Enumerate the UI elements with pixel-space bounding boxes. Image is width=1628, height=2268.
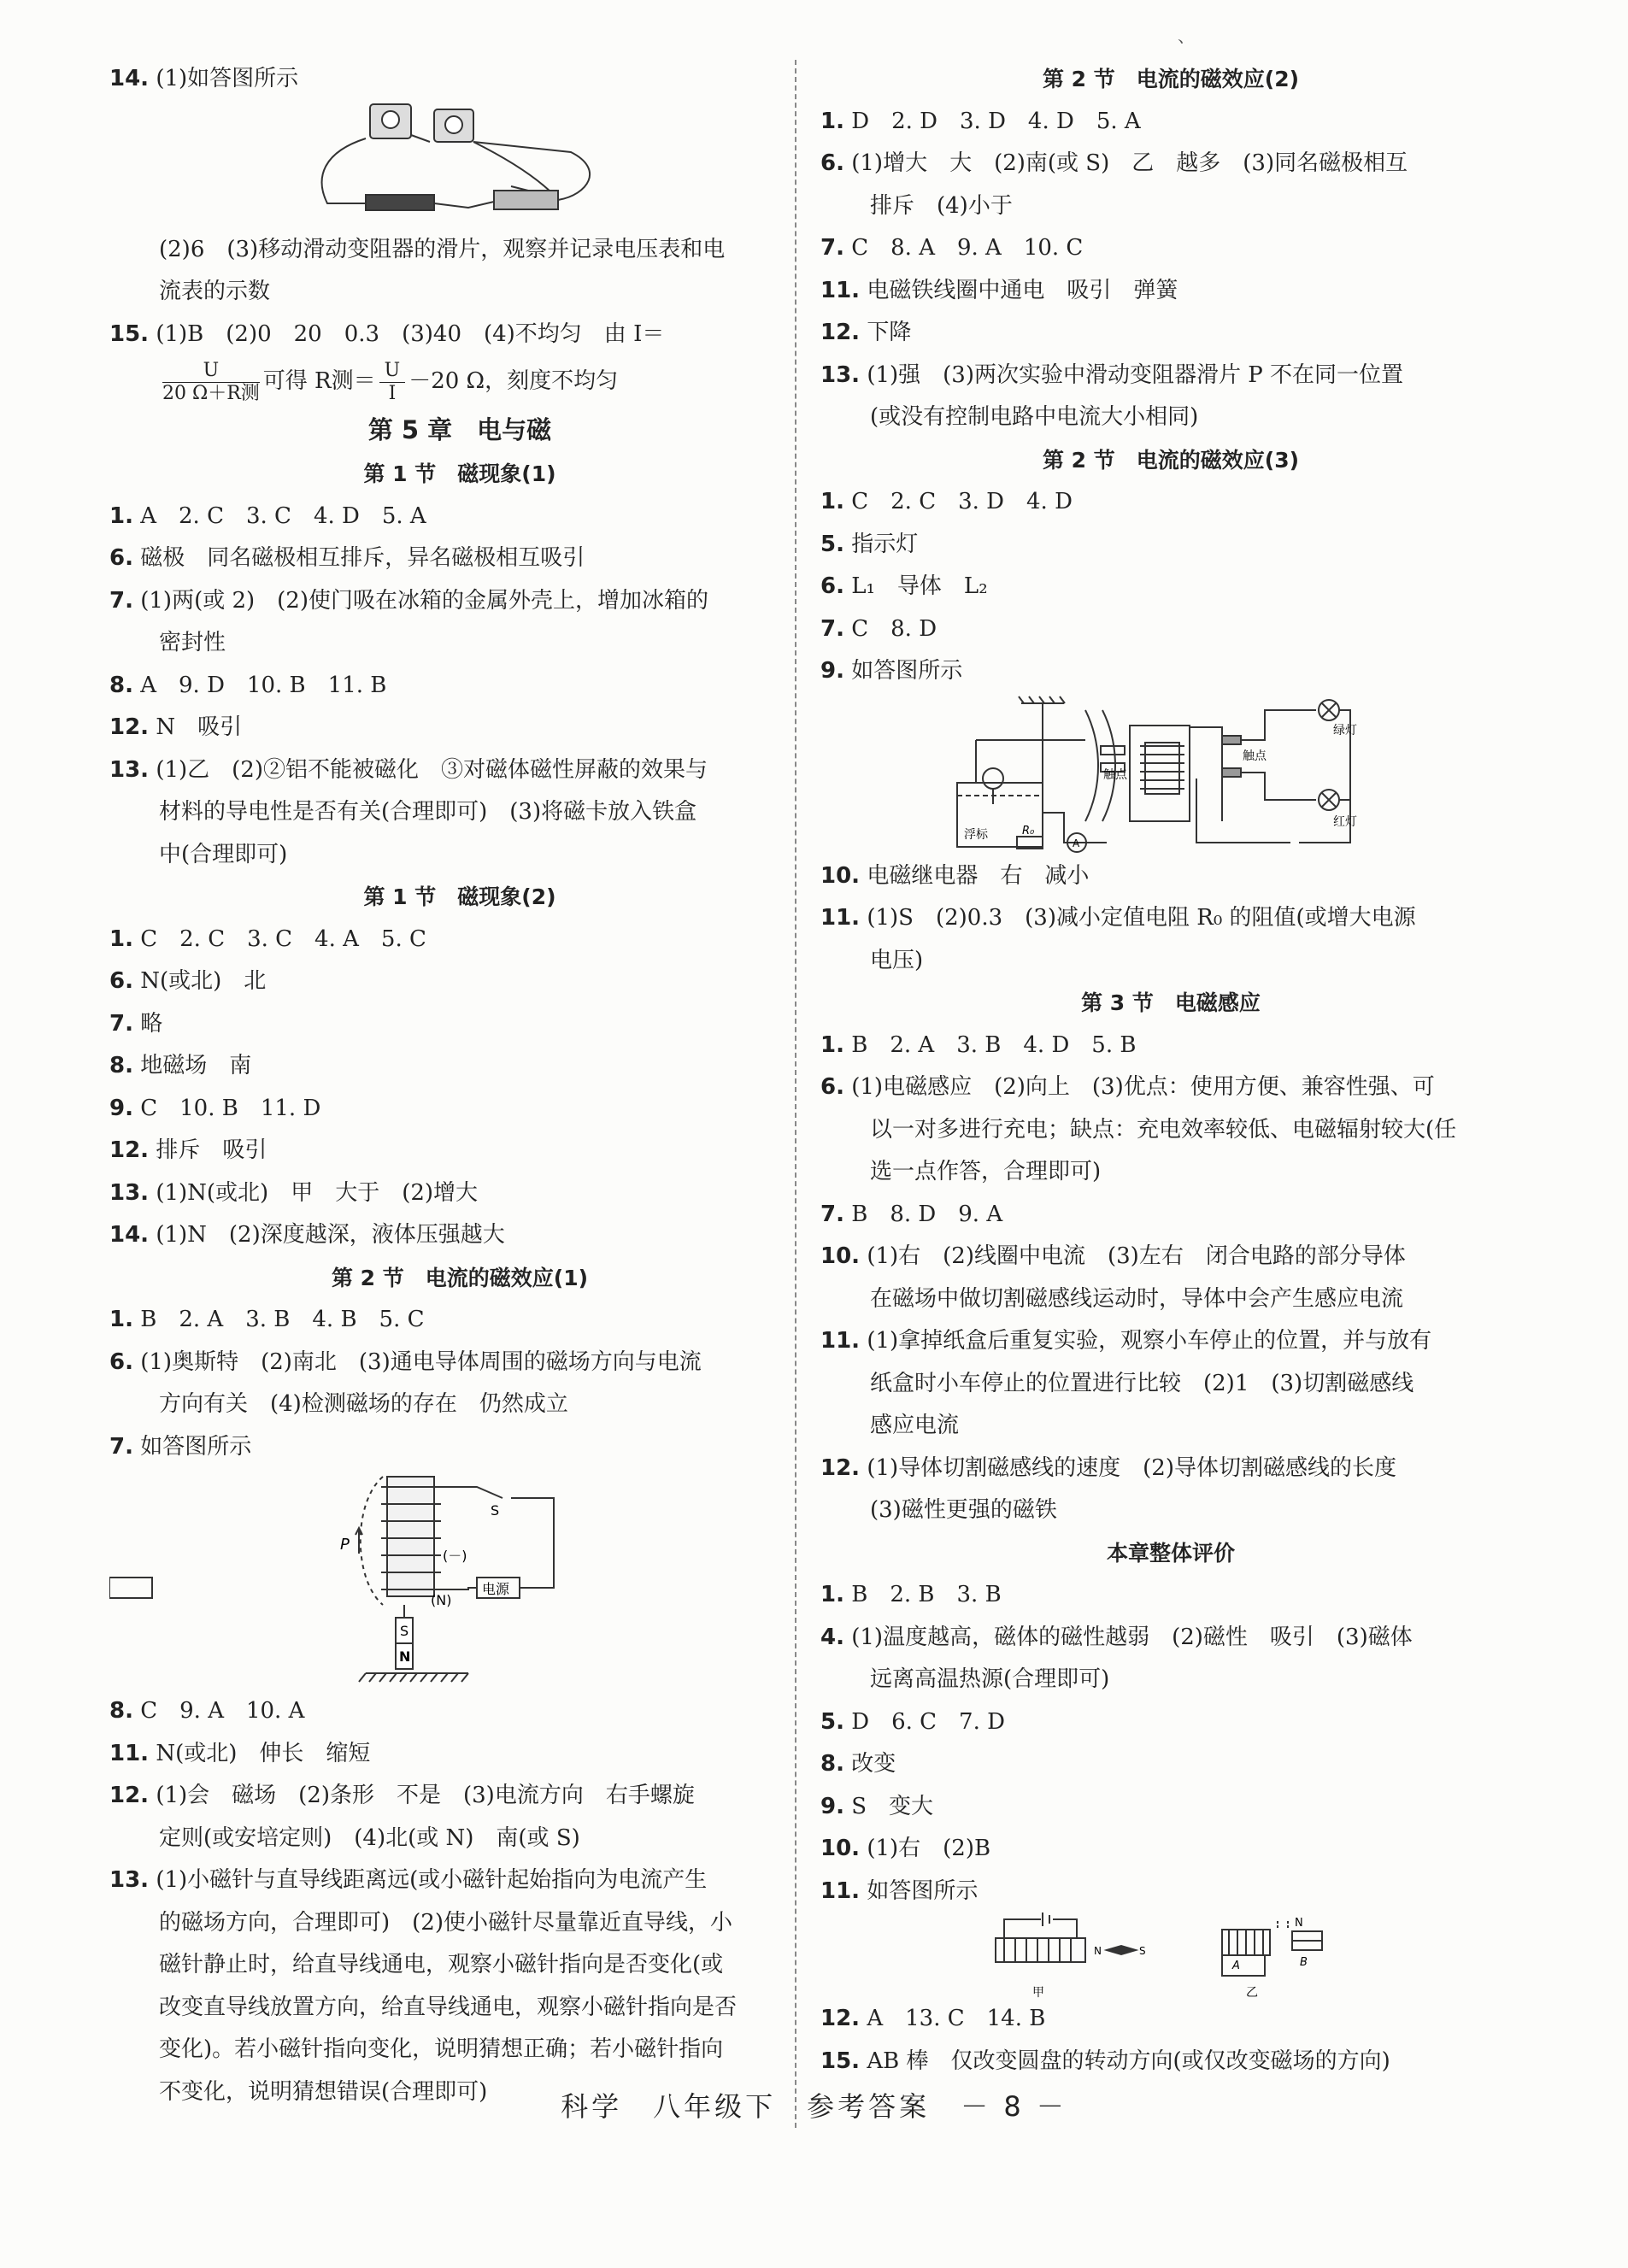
answer-text: N(或北) 伸长 缩短 bbox=[156, 1740, 371, 1766]
answer-text: (3)磁性更强的磁铁 bbox=[870, 1497, 1057, 1523]
question-number: 6. bbox=[109, 545, 133, 571]
label-contact-2: 触点 bbox=[1243, 749, 1267, 763]
answer-line bbox=[820, 1363, 1521, 1406]
q15-line: 15. (1)B (2)0 20 0.3 (3)40 (4)不均匀 由 I＝ bbox=[109, 320, 665, 347]
question-number: 10. bbox=[820, 862, 861, 889]
question-number: 7. bbox=[820, 235, 844, 261]
answer-text: 远离高温热源(合理即可) bbox=[870, 1666, 1110, 1692]
question-number: 12. bbox=[109, 1783, 150, 1808]
answer-text: 下降 bbox=[867, 320, 912, 345]
answer-line bbox=[109, 1733, 810, 1776]
section-title: 第 2 节 电流的磁效应(2) bbox=[1042, 67, 1300, 91]
answer-line bbox=[109, 538, 810, 580]
answer-text: (1)N(或北) 甲 大于 (2)增大 bbox=[156, 1179, 479, 1206]
answer-text: B 2. B 3. B bbox=[851, 1582, 1002, 1607]
answer-text: 以一对多进行充电；缺点：充电效率较低、电磁辐射较大(任 bbox=[870, 1116, 1457, 1143]
answer-line bbox=[109, 1944, 810, 1987]
question-number: 8. bbox=[109, 1698, 133, 1724]
question-number: 13. bbox=[820, 361, 861, 388]
question-number: 6. bbox=[109, 968, 133, 994]
label-n: (N) bbox=[431, 1592, 452, 1608]
answer-text: 排斥 (4)小于 bbox=[870, 192, 1013, 219]
question-number: 1. bbox=[820, 108, 844, 134]
question-number: 12. bbox=[109, 1137, 150, 1163]
answer-line bbox=[820, 1236, 1521, 1278]
label-magnet-n: N bbox=[1295, 1917, 1303, 1930]
answer-text: (1)温度越高，磁体的磁性越弱 (2)磁性 吸引 (3)磁体 bbox=[851, 1624, 1413, 1650]
section-answers bbox=[820, 101, 1521, 439]
question-number: 8. bbox=[820, 1751, 844, 1777]
question-number: 1. bbox=[109, 925, 133, 952]
question-number: 11. bbox=[109, 1740, 150, 1766]
answer-line bbox=[109, 749, 810, 792]
fig-q14-circuit bbox=[109, 101, 810, 229]
answer-text: C 8. A 9. A 10. C bbox=[851, 235, 1084, 261]
answer-line bbox=[109, 1088, 810, 1131]
label-r0: R₀ bbox=[1022, 824, 1035, 837]
q14-text-2: 流表的示数 bbox=[159, 279, 271, 304]
section-title: 第 1 节 磁现象(2) bbox=[363, 884, 556, 909]
answer-line bbox=[820, 270, 1521, 313]
answer-line bbox=[820, 1701, 1521, 1744]
question-number: 1. bbox=[820, 1031, 844, 1058]
answer-text: 电磁继电器 右 减小 bbox=[867, 862, 1090, 889]
question-number: 9. bbox=[820, 658, 844, 684]
answer-line bbox=[820, 1151, 1521, 1194]
answer-text: AB 棒 仅改变圆盘的转动方向(或仅改变磁场的方向) bbox=[867, 2048, 1390, 2074]
answer-text: (1)拿掉纸盒后重复实验，观察小车停止的位置，并与放有 bbox=[867, 1328, 1432, 1354]
answer-text: A 13. C 14. B bbox=[867, 2006, 1046, 2031]
answer-text: 纸盒时小车停止的位置进行比较 (2)1 (3)切割磁感线 bbox=[870, 1370, 1414, 1396]
answer-line bbox=[109, 665, 810, 708]
answer-text: N 吸引 bbox=[156, 714, 243, 740]
section-answers bbox=[109, 1299, 810, 1468]
answer-text: 感应电流 bbox=[870, 1413, 960, 1438]
question-number: 13. bbox=[109, 1867, 150, 1893]
answer-text: 密封性 bbox=[159, 630, 226, 655]
relay-diagram bbox=[820, 693, 1521, 855]
solenoid-diagram bbox=[109, 1468, 810, 1690]
answer-line bbox=[820, 566, 1521, 608]
answer-text: 在磁场中做切割磁感线运动时，导体中会产生感应电流 bbox=[870, 1285, 1404, 1312]
label-minus: (－) bbox=[443, 1548, 467, 1564]
answer-line bbox=[820, 1659, 1521, 1701]
answer-text: (1)S (2)0.3 (3)减小定值电阻 R₀ 的阻值(或增大电源 bbox=[867, 905, 1416, 931]
label-green-lamp: 绿灯 bbox=[1333, 723, 1357, 737]
answer-line bbox=[109, 496, 810, 538]
answer-text: D 2. D 3. D 4. D 5. A bbox=[851, 108, 1141, 134]
question-number: 1. bbox=[820, 489, 844, 514]
label-ammeter: A bbox=[1073, 837, 1080, 849]
question-number: 1. bbox=[109, 502, 133, 529]
question-number: 11. bbox=[820, 1328, 861, 1354]
circuit-diagram bbox=[109, 101, 810, 229]
answer-line bbox=[109, 834, 810, 877]
answer-text: (1)强 (3)两次实验中滑动变阻器滑片 P 不在同一位置 bbox=[867, 361, 1404, 388]
answer-text: 如答图所示 bbox=[867, 1877, 979, 1904]
section-title: 第 1 节 磁现象(1) bbox=[363, 461, 556, 486]
answer-line bbox=[109, 1860, 810, 1902]
answer-line bbox=[820, 185, 1521, 228]
answer-text: (1)奥斯特 (2)南北 (3)通电导体周围的磁场方向与电流 bbox=[140, 1348, 702, 1375]
label-red-lamp: 红灯 bbox=[1333, 814, 1357, 829]
section-answers bbox=[820, 1574, 1521, 1913]
label-jia: 甲 bbox=[1032, 1986, 1044, 1998]
section-answers bbox=[820, 1025, 1521, 1532]
answer-line bbox=[820, 143, 1521, 185]
section-answers bbox=[109, 496, 810, 877]
answer-text: 中(合理即可) bbox=[159, 841, 288, 867]
answer-text: C 8. D bbox=[851, 615, 937, 642]
answer-line bbox=[820, 481, 1521, 524]
fig-q7-solenoid bbox=[109, 1468, 810, 1690]
answer-text: 不变化，说明猜想错误(合理即可) bbox=[159, 2078, 488, 2105]
answer-line bbox=[820, 101, 1521, 144]
answer-line bbox=[820, 1025, 1521, 1067]
question-number: 7. bbox=[109, 587, 133, 614]
right-column bbox=[820, 58, 1521, 2083]
question-number: 6. bbox=[109, 1348, 133, 1375]
answer-line bbox=[109, 580, 810, 623]
answer-line bbox=[820, 1405, 1521, 1448]
answer-line bbox=[820, 397, 1521, 439]
answer-line bbox=[109, 1003, 810, 1046]
answer-line bbox=[109, 1690, 810, 1733]
question-number: 6. bbox=[820, 573, 844, 599]
question-number: 5. bbox=[820, 1708, 844, 1735]
section-answers bbox=[109, 919, 810, 1257]
answer-text: 磁极 同名磁极相互排斥，异名磁极相互吸引 bbox=[140, 545, 585, 571]
answer-line bbox=[109, 1775, 810, 1818]
answer-text: (1)导体切割磁感线的速度 (2)导体切割磁感线的长度 bbox=[867, 1454, 1396, 1481]
answer-text: (1)N (2)深度越深，液体压强越大 bbox=[156, 1222, 505, 1248]
answer-line bbox=[820, 650, 1521, 693]
answer-text: (1)电磁感应 (2)向上 (3)优点：使用方便、兼容性强、可 bbox=[851, 1074, 1435, 1100]
question-number: 4. bbox=[820, 1624, 844, 1650]
answer-text: 的磁场方向，合理即可) (2)使小磁针尽量靠近直导线，小 bbox=[159, 1909, 732, 1936]
answer-line bbox=[109, 707, 810, 749]
question-number: 8. bbox=[109, 1053, 133, 1078]
answer-line bbox=[820, 1278, 1521, 1321]
answer-text: 电磁铁线圈中通电 吸引 弹簧 bbox=[867, 277, 1178, 303]
q14-text-1: (2)6 (3)移动滑动变阻器的滑片，观察并记录电压表和电 bbox=[159, 236, 726, 262]
answer-line bbox=[820, 524, 1521, 567]
label-float: 浮标 bbox=[964, 827, 988, 842]
answer-line bbox=[109, 622, 810, 665]
answer-text: 变化)。若小磁针指向变化，说明猜想正确；若小磁针指向 bbox=[159, 2036, 724, 2062]
answer-line bbox=[820, 1574, 1521, 1617]
answer-line bbox=[820, 355, 1521, 397]
question-number: 15. bbox=[820, 2048, 861, 2074]
answer-line bbox=[109, 1902, 810, 1945]
answer-text: (或没有控制电路中电流大小相同) bbox=[870, 404, 1199, 430]
section-answers bbox=[820, 481, 1521, 693]
label-needle-n: N bbox=[1094, 1945, 1102, 1957]
label-mag-n: N bbox=[399, 1648, 411, 1665]
answer-text: D 6. C 7. D bbox=[851, 1708, 1005, 1735]
question-number: 9. bbox=[820, 1793, 844, 1819]
answer-line bbox=[820, 1786, 1521, 1829]
answer-text: (1)两(或 2) (2)使门吸在冰箱的金属外壳上，增加冰箱的 bbox=[140, 587, 708, 614]
answer-line bbox=[820, 855, 1521, 898]
answer-text: S 变大 bbox=[851, 1793, 934, 1819]
answer-text: (1)会 磁场 (2)条形 不是 (3)电流方向 右手螺旋 bbox=[156, 1783, 695, 1808]
question-number: 12. bbox=[820, 1454, 861, 1481]
section-answers bbox=[109, 1690, 810, 2113]
question-number: 5. bbox=[820, 531, 844, 557]
question-number: 7. bbox=[109, 1433, 133, 1460]
answer-text: 电压) bbox=[870, 947, 924, 973]
answer-text: 磁针静止时，给直导线通电，观察小磁针指向是否变化(或 bbox=[159, 1952, 724, 1977]
answer-line bbox=[820, 312, 1521, 355]
answer-text: B 2. A 3. B 4. D 5. B bbox=[851, 1031, 1137, 1058]
answer-line bbox=[109, 1045, 810, 1088]
answer-text: 如答图所示 bbox=[140, 1433, 252, 1460]
answer-line bbox=[109, 1342, 810, 1384]
answer-line bbox=[820, 608, 1521, 651]
fig-q9-relay bbox=[820, 693, 1521, 855]
label-mag-s: S bbox=[400, 1623, 409, 1639]
section-title: 第 2 节 电流的磁效应(3) bbox=[1042, 447, 1300, 473]
answer-line bbox=[820, 1194, 1521, 1237]
answer-line bbox=[820, 1998, 1521, 2041]
label-power: 电源 bbox=[482, 1581, 510, 1597]
answer-text: C 9. A 10. A bbox=[140, 1698, 305, 1724]
corner-mark: 、 bbox=[1178, 26, 1195, 46]
answer-line bbox=[109, 1130, 810, 1172]
question-number: 7. bbox=[109, 1010, 133, 1037]
question-number: 7. bbox=[820, 1201, 844, 1227]
left-column bbox=[109, 58, 810, 2113]
answer-line bbox=[820, 1489, 1521, 1532]
answer-line bbox=[109, 1172, 810, 1215]
question-number: 11. bbox=[820, 905, 861, 931]
answer-text: 指示灯 bbox=[851, 531, 919, 557]
label-needle-s: S bbox=[1139, 1945, 1146, 1957]
answer-line bbox=[820, 1743, 1521, 1786]
question-number: 8. bbox=[109, 672, 133, 698]
answer-line bbox=[820, 897, 1521, 940]
answer-text: 选一点作答，合理即可) bbox=[870, 1159, 1102, 1184]
label-b: B bbox=[1300, 1956, 1308, 1969]
answer-line bbox=[820, 1066, 1521, 1109]
answer-text: 地磁场 南 bbox=[140, 1053, 252, 1078]
answer-line bbox=[820, 1828, 1521, 1871]
answer-line bbox=[109, 919, 810, 961]
answer-line bbox=[820, 2041, 1521, 2083]
answer-text: C 10. B 11. D bbox=[140, 1095, 321, 1121]
answer-line bbox=[820, 1320, 1521, 1363]
question-number: 1. bbox=[820, 1582, 844, 1607]
answer-line bbox=[820, 1448, 1521, 1490]
answer-text: 改变 bbox=[851, 1751, 896, 1777]
question-number: 1. bbox=[109, 1307, 133, 1332]
q14-line: 14. (1)如答图所示 bbox=[109, 66, 299, 91]
question-number: 7. bbox=[820, 615, 844, 642]
answer-text: B 8. D 9. A bbox=[851, 1201, 1003, 1227]
section-answers bbox=[820, 855, 1521, 983]
answer-line bbox=[109, 1818, 810, 1860]
answer-text: (1)右 (2)B bbox=[867, 1836, 991, 1861]
answer-line bbox=[109, 1426, 810, 1469]
answer-line bbox=[820, 227, 1521, 270]
answer-text: 方向有关 (4)检测磁场的存在 仍然成立 bbox=[159, 1391, 568, 1417]
answer-text: 排斥 吸引 bbox=[156, 1137, 267, 1163]
answer-line bbox=[109, 2029, 810, 2071]
answer-text: B 2. A 3. B 4. B 5. C bbox=[140, 1307, 425, 1332]
page-footer: 科学 八年级下 参考答案 － 8 － bbox=[561, 2090, 1067, 2123]
fig-q11-coils bbox=[820, 1913, 1521, 1998]
question-number: 12. bbox=[109, 714, 150, 740]
question-number: 10. bbox=[820, 1836, 861, 1861]
answer-text: (1)右 (2)线圈中电流 (3)左右 闭合电路的部分导体 bbox=[867, 1243, 1406, 1269]
question-number: 12. bbox=[820, 2006, 861, 2031]
answer-line bbox=[820, 940, 1521, 983]
answer-text: N(或北) 北 bbox=[140, 968, 267, 994]
section-title: 第 2 节 电流的磁效应(1) bbox=[331, 1265, 589, 1290]
answer-line bbox=[109, 1987, 810, 2030]
question-number: 12. bbox=[820, 320, 861, 345]
answer-line bbox=[820, 1617, 1521, 1660]
label-switch: S bbox=[491, 1502, 500, 1519]
answer-text: 定则(或安培定则) (4)北(或 N) 南(或 S) bbox=[159, 1824, 580, 1851]
question-number: 6. bbox=[820, 150, 844, 176]
label-p: P bbox=[340, 1536, 350, 1554]
section-title: 本章整体评价 bbox=[1106, 1540, 1235, 1566]
label-contact-1: 触点 bbox=[1103, 767, 1127, 782]
answer-text: 如答图所示 bbox=[851, 658, 963, 684]
chapter-title: 第 5 章 电与磁 bbox=[367, 415, 552, 444]
answer-text: L₁ 导体 L₂ bbox=[851, 573, 988, 599]
section-title: 第 3 节 电磁感应 bbox=[1081, 990, 1261, 1015]
answer-text: C 2. C 3. C 4. A 5. C bbox=[140, 925, 426, 952]
answer-line bbox=[109, 961, 810, 1003]
answer-text: (1)乙 (2)②铝不能被磁化 ③对磁体磁性屏蔽的效果与 bbox=[156, 756, 708, 783]
question-number: 11. bbox=[820, 277, 861, 303]
label-yi: 乙 bbox=[1246, 1986, 1258, 1998]
question-number: 13. bbox=[109, 1179, 150, 1206]
answer-line bbox=[109, 1299, 810, 1342]
q15-formula: $\frac{U}{\text{20 Ω＋R测}}$ 可得 R测＝ $\frac{U}{I}$ －20 Ω，刻度不均匀 bbox=[162, 359, 619, 404]
question-number: 6. bbox=[820, 1074, 844, 1100]
answer-line bbox=[820, 1871, 1521, 1913]
answer-line bbox=[820, 1109, 1521, 1152]
question-number: 13. bbox=[109, 756, 150, 783]
question-number: 11. bbox=[820, 1877, 861, 1904]
label-a: A bbox=[1232, 1960, 1240, 1972]
answer-text: (1)增大 大 (2)南(或 S) 乙 越多 (3)同名磁极相互 bbox=[851, 150, 1408, 176]
coils-diagram bbox=[820, 1913, 1521, 1998]
answer-text: A 9. D 10. B 11. B bbox=[140, 672, 387, 698]
answer-text: A 2. C 3. C 4. D 5. A bbox=[140, 502, 426, 529]
question-number: 10. bbox=[820, 1243, 861, 1269]
section-answers bbox=[820, 1998, 1521, 2083]
answer-text: (1)小磁针与直导线距离远(或小磁针起始指向为电流产生 bbox=[156, 1867, 708, 1893]
answer-line bbox=[109, 1384, 810, 1426]
question-number: 9. bbox=[109, 1095, 133, 1121]
question-number: 14. bbox=[109, 1222, 150, 1248]
answer-line bbox=[109, 791, 810, 834]
answer-text: 略 bbox=[140, 1010, 163, 1037]
answer-text: 改变直导线放置方向，给直导线通电，观察小磁针指向是否 bbox=[159, 1994, 738, 2020]
answer-line bbox=[109, 1214, 810, 1257]
answer-text: C 2. C 3. D 4. D bbox=[851, 489, 1073, 514]
answer-text: 材料的导电性是否有关(合理即可) (3)将磁卡放入铁盒 bbox=[159, 799, 697, 825]
